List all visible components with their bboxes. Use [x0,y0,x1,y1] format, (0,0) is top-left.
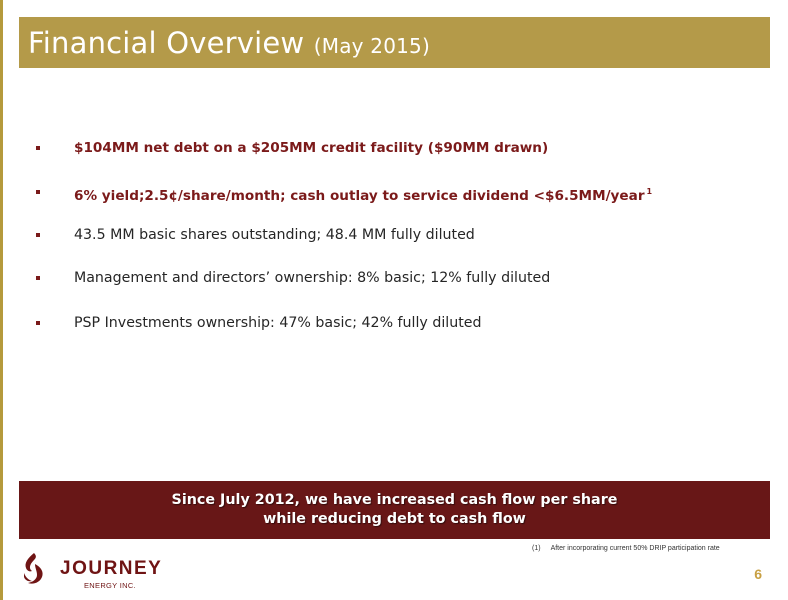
bullet-marker [36,233,40,237]
footnote-reference: 1 [646,187,653,196]
bullet-text: 6% yield;2.5¢/share/month; cash outlay to service dividend <$6.5MM/year $^1$ [74,187,653,204]
bullet-text: PSP Investments ownership: 47% basic; 42% fully diluted [74,315,482,331]
logo-subtitle: ENERGY INC. [84,581,136,590]
bullet-marker [36,321,40,325]
bullet-item [36,312,756,334]
journey-logo-icon [20,552,48,586]
key-message-text [172,491,618,529]
left-accent-rule [0,0,3,600]
slide-title [28,24,430,65]
bullet-marker [36,146,40,150]
page-number: 6 [754,566,762,582]
key-message-banner [19,481,770,539]
bullet-item [36,267,756,289]
company-logo [20,550,170,592]
slide-title-main: Financial Overview [28,26,305,60]
key-message-line-2: while reducing debt to cash flow [263,511,526,527]
bullet-item [36,181,756,203]
logo-wordmark: JOURNEY [60,558,163,579]
bullet-text: Management and directors’ ownership: 8% basic; 12% fully diluted [74,270,551,286]
key-message-line-1: Since July 2012, we have increased cash flow per share [171,492,618,508]
footnote-text: After incorporating current 50% DRIP participation rate [550,545,720,552]
bullet-marker [36,190,40,194]
footnote-number: (1) [532,545,541,552]
bullet-text: $104MM net debt on a $205MM credit facility ($90MM drawn) [74,140,549,156]
bullet-text: 43.5 MM basic shares outstanding; 48.4 MM fully diluted [74,227,475,243]
title-bar [19,17,770,68]
footnote [532,544,720,553]
bullet-marker [36,276,40,280]
bullet-item [36,224,756,246]
slide-title-date: (May 2015) [313,34,430,58]
bullet-item [36,137,756,159]
